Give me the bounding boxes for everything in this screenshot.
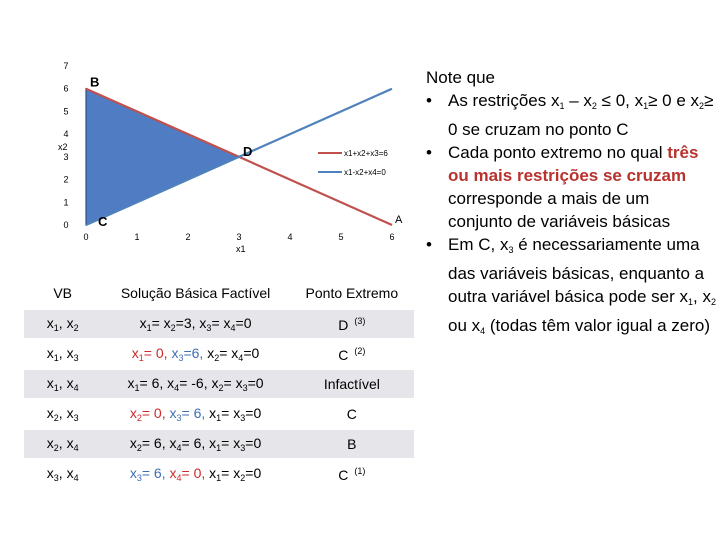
table-header-row xyxy=(24,278,414,308)
text-segment: 3 xyxy=(206,323,212,333)
text-segment: três ou mais restrições se cruzam xyxy=(448,143,699,185)
text-segment: = x xyxy=(211,315,231,331)
text-segment: x xyxy=(129,435,137,451)
text-segment: 2 xyxy=(53,443,59,453)
cell-extreme-point xyxy=(290,310,414,338)
x-tick-label: 6 xyxy=(389,232,395,242)
text-segment: 1 xyxy=(146,323,152,333)
text-segment: 3 xyxy=(73,413,79,423)
x-tick-label: 2 xyxy=(185,232,191,242)
text-segment: x xyxy=(46,465,54,481)
text-segment: 3 xyxy=(136,473,142,483)
text-segment: 1 xyxy=(216,443,222,453)
text-segment: = 0, xyxy=(181,465,210,481)
extreme-point-value: C xyxy=(338,346,349,363)
text-segment: ou x xyxy=(448,316,481,335)
cell-solution xyxy=(101,340,289,368)
cell-basic-vars xyxy=(24,460,101,488)
text-segment: 2 xyxy=(136,443,142,453)
text-segment: 3 xyxy=(240,443,246,453)
text-segment: 3 xyxy=(178,353,184,363)
text-segment: = x xyxy=(221,405,241,421)
point-label-b: B xyxy=(90,74,100,90)
text-segment: 4 xyxy=(176,473,182,483)
text-segment: 1 xyxy=(134,383,140,393)
cell-solution xyxy=(101,310,289,338)
text-segment: 3 xyxy=(508,245,514,255)
feasible-region-chart xyxy=(0,0,415,262)
text-segment: 3 xyxy=(242,383,248,393)
text-segment: 2 xyxy=(591,101,597,111)
y-tick-label: 2 xyxy=(63,174,69,185)
cell-basic-vars xyxy=(24,340,101,368)
note-text xyxy=(448,235,716,335)
text-segment: x xyxy=(127,375,135,391)
extreme-point-value: C xyxy=(338,466,349,483)
bullet-icon: • xyxy=(426,91,432,110)
text-segment: 3 xyxy=(53,473,59,483)
text-segment: = 6, x xyxy=(139,375,175,391)
text-segment: , x xyxy=(693,287,711,306)
text-segment: 4 xyxy=(230,323,236,333)
text-segment: =0 xyxy=(243,345,260,361)
note-text xyxy=(448,91,713,139)
text-segment: = 6, x xyxy=(181,435,217,451)
bullet-icon: • xyxy=(426,143,432,162)
text-segment: =3, x xyxy=(175,315,207,331)
text-segment: =0 xyxy=(245,435,262,451)
table-row xyxy=(24,370,414,398)
text-segment: 1 xyxy=(53,353,59,363)
text-segment: 4 xyxy=(174,383,180,393)
text-segment: Em C, x xyxy=(448,235,509,254)
table-row xyxy=(24,430,414,458)
text-segment: 3 xyxy=(240,413,246,423)
text-segment: = x xyxy=(221,465,241,481)
text-segment: 1 xyxy=(138,353,144,363)
text-segment: x xyxy=(46,435,54,451)
text-segment: =0 xyxy=(245,405,262,421)
text-segment: 1 xyxy=(643,101,649,111)
y-tick-label: 1 xyxy=(63,197,69,208)
text-segment: 3 xyxy=(73,353,79,363)
y-tick-label: 7 xyxy=(63,61,69,71)
text-segment: ≤ 0, x xyxy=(596,91,644,110)
text-segment: x xyxy=(171,345,179,361)
text-segment: 4 xyxy=(480,326,486,336)
text-segment: , x xyxy=(58,465,74,481)
x-axis-ticks xyxy=(83,232,394,242)
text-segment: 1 xyxy=(53,323,59,333)
text-segment: ≥ 0 e x xyxy=(648,91,700,110)
text-segment: = 6, xyxy=(141,465,170,481)
cell-extreme-point xyxy=(290,400,414,428)
text-segment: As restrições x xyxy=(448,91,560,110)
point-label-a: A xyxy=(395,214,403,226)
text-segment: 4 xyxy=(176,443,182,453)
x-tick-label: 0 xyxy=(83,232,89,242)
text-segment: = 6, xyxy=(181,405,210,421)
legend-label: x1+x2+x3=6 xyxy=(344,149,388,158)
text-segment: é necessariamente uma das variáveis básicas, enquanto a outra variável básica pode ser x xyxy=(448,235,705,306)
text-segment: x xyxy=(207,345,215,361)
y-tick-label: 6 xyxy=(63,83,69,94)
cell-solution xyxy=(101,370,289,398)
footnote-marker: (1) xyxy=(354,465,366,476)
text-segment: x xyxy=(209,405,217,421)
text-segment: , x xyxy=(58,435,74,451)
text-segment: = x xyxy=(219,345,239,361)
cell-basic-vars xyxy=(24,400,101,428)
extreme-point-value: D xyxy=(338,316,349,333)
cell-solution xyxy=(101,400,289,428)
text-segment: 2 xyxy=(218,383,224,393)
text-segment: 1 xyxy=(53,383,59,393)
text-segment: 2 xyxy=(53,413,59,423)
footnote-marker: (3) xyxy=(354,315,366,326)
table-row xyxy=(24,400,414,428)
cell-extreme-point xyxy=(290,370,414,398)
text-segment: 2 xyxy=(699,101,705,111)
text-segment: x xyxy=(131,345,139,361)
text-segment: = 0, xyxy=(143,345,172,361)
text-segment: x xyxy=(129,405,137,421)
bullet-icon: • xyxy=(426,235,432,254)
header-vb: VB xyxy=(24,278,101,308)
text-segment: =0 xyxy=(235,315,252,331)
text-segment: (todas têm valor igual a zero) xyxy=(485,316,711,335)
table-row xyxy=(24,460,414,488)
x-tick-label: 3 xyxy=(236,232,242,242)
cell-basic-vars xyxy=(24,310,101,338)
text-segment: 2 xyxy=(73,323,79,333)
text-segment: = x xyxy=(151,315,171,331)
text-segment: 2 xyxy=(240,473,246,483)
text-segment: = 0, xyxy=(141,405,170,421)
text-segment: , x xyxy=(58,315,74,331)
header-solution: Solução Básica Factível xyxy=(101,278,289,308)
text-segment: x xyxy=(169,405,177,421)
text-segment: x xyxy=(139,315,147,331)
footnote-marker: (2) xyxy=(354,345,366,356)
y-axis-label: x2 xyxy=(58,142,68,152)
note-restrictions xyxy=(426,89,716,141)
text-segment: =0 xyxy=(247,375,264,391)
extreme-point-value: Infactível xyxy=(323,376,380,392)
cell-basic-vars xyxy=(24,370,101,398)
chart-legend xyxy=(318,149,388,177)
text-segment: x xyxy=(46,405,54,421)
text-segment: x xyxy=(209,465,217,481)
note-text xyxy=(448,143,698,231)
text-segment: 4 xyxy=(73,443,79,453)
header-extreme-point: Ponto Extremo xyxy=(290,278,414,308)
text-segment: x xyxy=(169,465,177,481)
text-segment: 2 xyxy=(214,353,220,363)
note-point-c xyxy=(426,233,716,343)
text-segment: 1 xyxy=(216,413,222,423)
text-segment: 2 xyxy=(711,297,717,307)
point-label-c: C xyxy=(98,214,108,229)
text-segment: = x xyxy=(223,375,243,391)
text-segment: Cada ponto extremo no qual xyxy=(448,143,668,162)
point-label-d: D xyxy=(243,143,253,159)
text-segment: 1 xyxy=(688,297,694,307)
text-segment: , x xyxy=(58,405,74,421)
text-segment: 4 xyxy=(238,353,244,363)
text-segment: – x xyxy=(564,91,592,110)
text-segment: 4 xyxy=(73,473,79,483)
text-segment: = 6, x xyxy=(141,435,177,451)
y-tick-label: 5 xyxy=(63,106,69,117)
cell-solution xyxy=(101,460,289,488)
x-axis-label: x1 xyxy=(236,244,246,254)
text-segment: =0 xyxy=(245,465,262,481)
cell-solution xyxy=(101,430,289,458)
text-segment: 3 xyxy=(176,413,182,423)
table-row xyxy=(24,310,414,338)
extreme-point-value: C xyxy=(346,406,357,422)
text-segment: , x xyxy=(58,345,74,361)
cell-basic-vars xyxy=(24,430,101,458)
notes-title: Note que xyxy=(426,68,495,87)
text-segment: 4 xyxy=(73,383,79,393)
x-tick-label: 5 xyxy=(338,232,344,242)
table-row xyxy=(24,340,414,368)
text-segment: x xyxy=(46,315,54,331)
basic-solutions-table xyxy=(24,276,414,490)
note-degenerate xyxy=(426,141,716,233)
x-tick-label: 1 xyxy=(134,232,140,242)
notes-list xyxy=(426,89,716,343)
text-segment: = -6, x xyxy=(179,375,219,391)
text-segment: ≥ 0 se cruzam no ponto C xyxy=(448,91,714,139)
x-tick-label: 4 xyxy=(287,232,293,242)
cell-extreme-point xyxy=(290,340,414,368)
text-segment: x xyxy=(129,465,137,481)
text-segment: x xyxy=(46,375,54,391)
y-tick-label: 0 xyxy=(63,220,69,230)
text-segment: 1 xyxy=(559,101,565,111)
text-segment: =6, xyxy=(183,345,208,361)
y-tick-label: 4 xyxy=(63,129,69,140)
extreme-point-value: B xyxy=(347,436,357,452)
text-segment: 1 xyxy=(216,473,222,483)
text-segment: x xyxy=(46,345,54,361)
text-segment: 2 xyxy=(170,323,176,333)
text-segment: corresponde a mais de um conjunto de variáveis básicas xyxy=(448,189,671,231)
legend-label: x1-x2+x4=0 xyxy=(344,168,386,177)
cell-extreme-point xyxy=(290,460,414,488)
cell-extreme-point xyxy=(290,430,414,458)
notes-panel xyxy=(426,66,716,343)
text-segment: , x xyxy=(58,375,74,391)
text-segment: 2 xyxy=(136,413,142,423)
text-segment: = x xyxy=(221,435,241,451)
feasible-region-triangle xyxy=(86,89,239,225)
y-tick-label: 3 xyxy=(63,151,69,162)
